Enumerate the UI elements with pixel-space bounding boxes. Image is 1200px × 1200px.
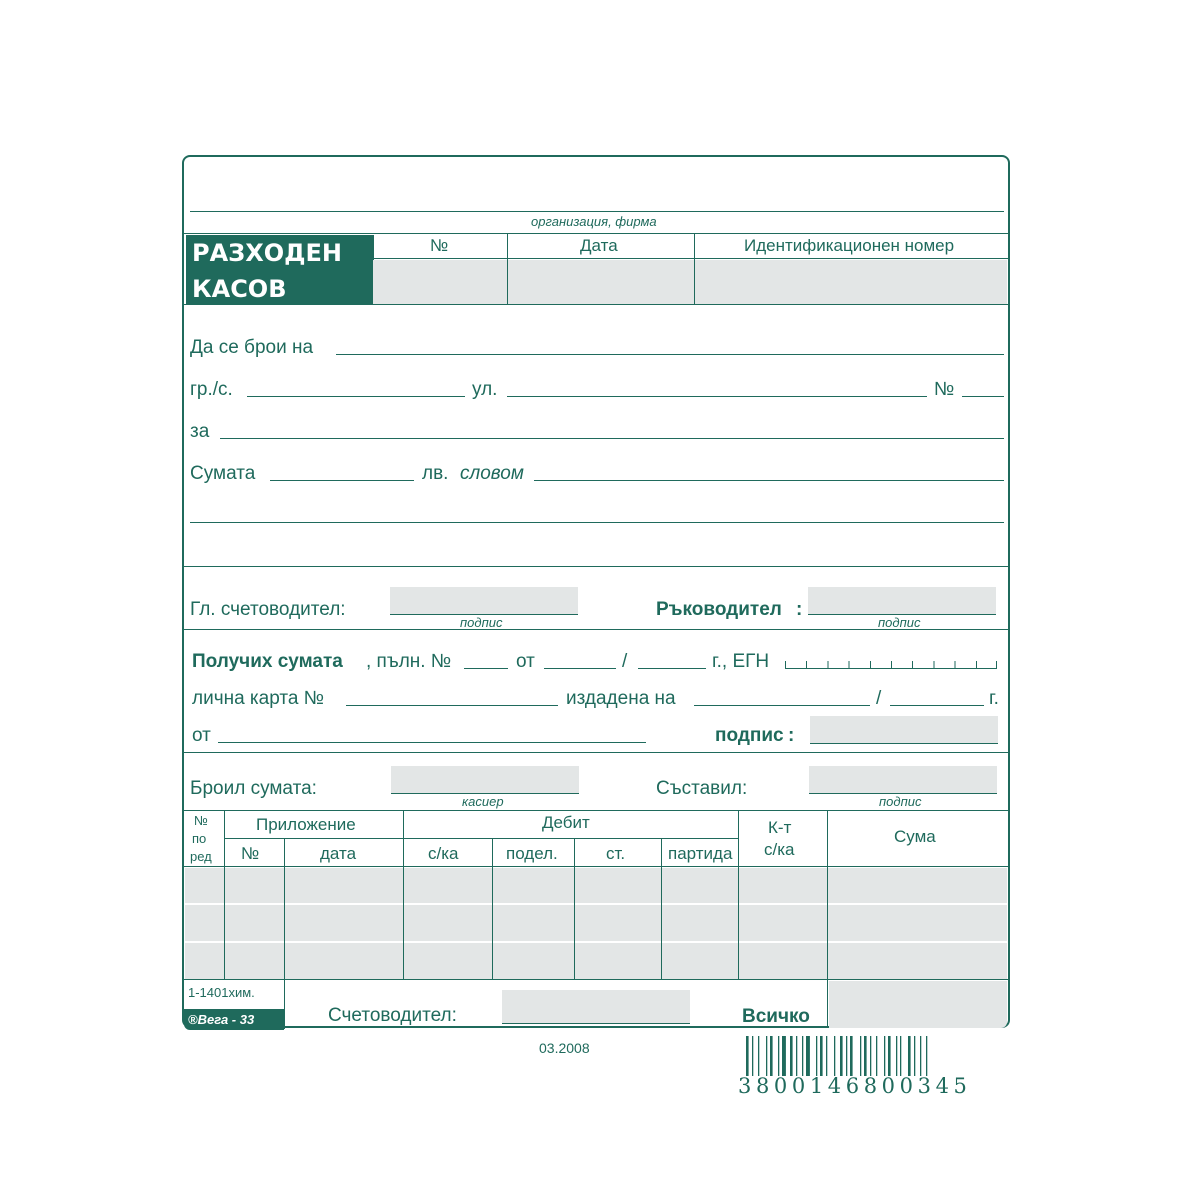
pay-to-field[interactable]	[336, 354, 1004, 355]
amount-field[interactable]	[270, 480, 414, 481]
id-number-field[interactable]	[696, 260, 1007, 304]
barcode-bar	[746, 1036, 749, 1076]
footer-divider	[284, 979, 285, 1029]
recipient-signature-line	[810, 743, 998, 744]
issued-on-year-field[interactable]	[890, 705, 984, 706]
barcode-number: 3800146800345	[738, 1074, 972, 1098]
cashier-caption: касиер	[462, 794, 504, 809]
order-number-field[interactable]	[375, 260, 506, 304]
barcode-bar	[846, 1036, 847, 1076]
header-caption-rule	[372, 258, 1008, 259]
counted-by-label: Броил сумата:	[190, 778, 317, 799]
accountant-label: Счетоводител:	[328, 1005, 457, 1026]
header-divider-1	[507, 233, 508, 305]
barcode-bar	[840, 1036, 843, 1076]
in-words-label: словом	[460, 463, 524, 484]
print-date: 03.2008	[539, 1040, 590, 1056]
compiled-by-signature-caption: подпис	[879, 794, 922, 809]
power-of-attorney-number-field[interactable]	[464, 668, 508, 669]
payee-bottom-rule	[184, 566, 1008, 567]
debit-batch-header: партида	[668, 844, 733, 863]
header-date-label: Дата	[580, 236, 618, 255]
header-divider-2	[694, 233, 695, 305]
header-top-rule	[184, 233, 1008, 234]
barcode-bar	[806, 1036, 810, 1076]
table-col-divider	[661, 838, 662, 980]
street-field[interactable]	[507, 396, 927, 397]
cash-order-form	[182, 155, 1010, 1028]
debit-account-header: с/ка	[428, 844, 459, 863]
organization-caption: организация, фирма	[531, 214, 657, 229]
table-col-divider	[574, 838, 575, 980]
barcode-bar	[864, 1036, 867, 1076]
attachment-number-header: №	[241, 844, 260, 863]
barcode-bar	[920, 1036, 921, 1076]
barcode-bar	[888, 1036, 891, 1076]
currency-label: лв.	[422, 463, 449, 484]
barcode-bar	[896, 1036, 897, 1076]
barcode-bar	[870, 1036, 871, 1076]
attachment-date-header: дата	[320, 844, 357, 863]
manager-colon: :	[796, 599, 803, 620]
issued-on-year-label: г.	[989, 688, 999, 709]
barcode-bar	[884, 1036, 885, 1076]
poa-date-field[interactable]	[544, 668, 616, 669]
manager-signature-field[interactable]	[808, 587, 996, 614]
recipient-signature-field[interactable]	[810, 716, 998, 743]
chief-accountant-signature-field[interactable]	[390, 587, 578, 614]
barcode-bar	[850, 1036, 853, 1076]
form-code-label: 1-1401хим.	[188, 985, 255, 1000]
total-amount-field[interactable]	[829, 981, 1007, 1028]
pay-to-label: Да се брои на	[190, 337, 314, 358]
barcode-bar	[876, 1036, 877, 1076]
table-col-divider	[827, 810, 828, 1028]
issued-on-date-field[interactable]	[694, 705, 870, 706]
table-row[interactable]	[185, 943, 1007, 979]
egn-boxes-end-tick	[996, 661, 997, 668]
amount-label: Сумата	[190, 463, 256, 484]
approvals-bottom-rule	[184, 629, 1008, 630]
year-egn-label: г., ЕГН	[712, 651, 770, 672]
table-col-divider	[224, 810, 225, 980]
received-amount-label: Получих сумата	[192, 651, 343, 672]
form-title-line2: КАСОВ ОРДЕР	[192, 275, 287, 339]
organization-line	[190, 211, 1004, 212]
barcode-bar	[820, 1036, 823, 1076]
power-of-attorney-label: , пълн. №	[366, 651, 452, 672]
barcode-bar	[908, 1036, 911, 1076]
credit-header-2: с/ка	[764, 840, 795, 859]
table-col-divider	[492, 838, 493, 980]
barcode-bar	[914, 1036, 915, 1076]
order-date-field[interactable]	[509, 260, 693, 304]
table-header-bottom-rule	[184, 866, 1008, 867]
poa-year-field[interactable]	[638, 668, 706, 669]
id-card-number-field[interactable]	[346, 705, 558, 706]
total-label: Всичко	[742, 1006, 810, 1027]
barcode-bar	[752, 1036, 753, 1076]
barcode-bar	[900, 1036, 901, 1076]
egn-boxes-field[interactable]	[785, 654, 997, 669]
chief-accountant-signature-caption: подпис	[460, 615, 503, 630]
barcode-bar	[758, 1036, 759, 1076]
barcode-bar	[790, 1036, 793, 1076]
row-no-header-2: по	[192, 831, 207, 846]
table-top-rule	[184, 810, 1008, 811]
table-col-divider	[403, 810, 404, 980]
purpose-label: за	[190, 421, 210, 442]
barcode	[746, 1036, 992, 1076]
barcode-bar	[826, 1036, 827, 1076]
row-no-header-3: ред	[190, 849, 212, 864]
barcode-bar	[802, 1036, 803, 1076]
issued-by-label: от	[192, 725, 211, 746]
purpose-field[interactable]	[220, 438, 1004, 439]
city-label: гр./с.	[190, 379, 233, 400]
barcode-bar	[860, 1036, 861, 1076]
street-number-field[interactable]	[962, 396, 1004, 397]
debit-item-header: ст.	[606, 844, 626, 863]
amount-in-words-field-2[interactable]	[190, 522, 1004, 523]
debit-header: Дебит	[542, 813, 590, 832]
city-field[interactable]	[247, 396, 465, 397]
barcode-bar	[796, 1036, 797, 1076]
issued-on-label: издадена на	[566, 688, 676, 709]
accountant-signature-field[interactable]	[502, 990, 690, 1023]
street-number-label: №	[934, 379, 955, 400]
barcode-bar	[782, 1036, 786, 1076]
debit-division-header: подел.	[506, 844, 558, 863]
barcode-bar	[778, 1036, 779, 1076]
cashier-signature-field[interactable]	[391, 766, 579, 793]
attachment-header: Приложение	[256, 815, 356, 834]
header-id-label: Идентификационен номер	[744, 236, 955, 255]
credit-header-1: К-т	[768, 818, 792, 837]
barcode-bar	[766, 1036, 767, 1076]
amount-in-words-field[interactable]	[534, 480, 1004, 481]
sum-header: Сума	[894, 827, 936, 846]
table-col-divider	[284, 838, 285, 980]
compiled-by-label: Съставил:	[656, 778, 748, 799]
accountant-signature-line	[502, 1023, 690, 1024]
id-card-label: лична карта №	[192, 688, 325, 709]
brand-label: ®Вега - 33	[184, 1009, 284, 1030]
compiled-by-signature-field[interactable]	[809, 766, 997, 793]
barcode-bar	[834, 1036, 835, 1076]
barcode-bar	[770, 1036, 773, 1076]
barcode-bar	[816, 1036, 817, 1076]
poa-date-slash: /	[622, 651, 628, 672]
manager-signature-caption: подпис	[878, 615, 921, 630]
form-title	[186, 235, 374, 339]
table-body-bottom-rule	[184, 979, 1008, 980]
header-bottom-rule	[184, 304, 1008, 305]
table-col-divider	[738, 810, 739, 980]
manager-label: Ръководител	[656, 599, 782, 620]
street-label: ул.	[472, 379, 498, 400]
table-row[interactable]	[185, 905, 1007, 941]
issued-by-field[interactable]	[218, 742, 646, 743]
poa-from-label: от	[516, 651, 535, 672]
barcode-bar	[926, 1036, 927, 1076]
form-title-line1: РАЗХОДЕН	[192, 239, 342, 267]
received-bottom-rule	[184, 752, 1008, 753]
chief-accountant-label: Гл. счетоводител:	[190, 599, 346, 620]
recipient-signature-label: подпис	[715, 725, 784, 746]
table-row[interactable]	[185, 868, 1007, 903]
recipient-signature-colon: :	[788, 725, 795, 746]
issued-on-slash: /	[876, 688, 882, 709]
header-number-label: №	[430, 236, 449, 255]
row-no-header-1: №	[194, 813, 208, 828]
